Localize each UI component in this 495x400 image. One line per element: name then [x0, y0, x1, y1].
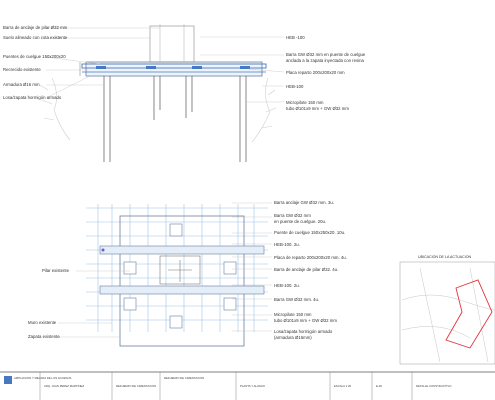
location-map-title: UBICACION DE LA ACTUACION — [418, 255, 472, 259]
tb-field-1: AMPLIACION Y MEJORA DE LOS ACCESOS — [14, 376, 72, 380]
plan-label-2: Barra GW Ø32 mm — [274, 213, 311, 218]
plan-label-9: Barra GW Ø32 mm. 4u. — [274, 297, 320, 302]
elev-label-micropile: Micropilote 150 mm — [286, 100, 324, 105]
plan-label-pillar: Pilar existente — [42, 268, 69, 273]
elev-label-gw-bar: Barra GW Ø32 mm en puente de cuelgue — [286, 52, 366, 57]
elev-label-screed: Recrecido existente — [3, 67, 41, 72]
elev-label-rebar: Armadura Ø16 mm — [3, 82, 40, 87]
plan-label-3: en puente de cuelgue. 20u. — [274, 219, 327, 224]
elev-label-heb-top: HEB -100 — [286, 35, 305, 40]
existing-column — [150, 26, 194, 62]
plan-label-12: Losa/zapata hormigón armado — [274, 329, 333, 334]
tb-field-4: REFUERZO DE CIMENTACION — [164, 376, 205, 380]
elev-label-slab: Losa/zapata hormigón armado — [3, 95, 62, 100]
plan-label-7: Barra de anclaje de pilar Ø32. 4u. — [274, 267, 339, 272]
tb-field-6: DETALLE CONSTRUCTIVO — [416, 384, 452, 388]
tb-field-8: E-06 — [376, 384, 382, 388]
tb-field-3: ARQ. JUAN PEREZ MARTINEZ — [44, 384, 85, 388]
location-map — [400, 262, 495, 364]
elev-label-pillar-bar: Barra de anclaje de pilar Ø32 mm — [3, 25, 68, 30]
micropiles — [104, 76, 246, 162]
plan-label-wall: Muro existente — [28, 320, 57, 325]
plan-label-1: Barra anclaje GW Ø32 mm. 3u. — [274, 200, 334, 205]
elev-label-plate: Placa reparto 200x200x20 mm — [286, 70, 345, 75]
plan-label-11: tubo Ø101x9 mm + GW Ø32 mm — [274, 318, 337, 323]
elev-label-floor: Suelo alineado con cota existente — [3, 35, 68, 40]
elev-label-heb: HEB-100 — [286, 84, 304, 89]
plan-label-5: HEB-100. 2u. — [274, 242, 300, 247]
plan-label-footing: Zapata existente — [28, 334, 60, 339]
elev-label-micropile-2: tubo Ø101x9 mm + GW Ø32 mm — [286, 106, 349, 111]
plan-view — [56, 203, 272, 346]
elevation-view — [40, 24, 284, 162]
plan-label-8: HEB-100. 2u. — [274, 283, 300, 288]
plan-label-6: Placa de reparto 200x200x20 mm. 4u. — [274, 255, 347, 260]
plan-label-10: Micropilote 150 mm — [274, 312, 312, 317]
plan-label-4: Puente de cuelgue 150x250x20. 10u. — [274, 230, 346, 235]
elev-label-gw-bar-2: anclada a la zapata inyectada con resina — [286, 58, 364, 63]
existing-soil — [40, 78, 276, 142]
tb-field-5: PLANTA Y ALZADO — [240, 384, 265, 388]
plan-label-13: (armadura Ø16mm) — [274, 335, 312, 340]
elev-label-hanger: Puentes de cuelgue 150x200x20 — [3, 54, 66, 59]
tb-field-2: REFUERZO DE CIMENTACION — [116, 384, 157, 388]
steel-grid — [86, 204, 268, 332]
tb-field-7: ESCALA 1:20 — [334, 384, 352, 388]
